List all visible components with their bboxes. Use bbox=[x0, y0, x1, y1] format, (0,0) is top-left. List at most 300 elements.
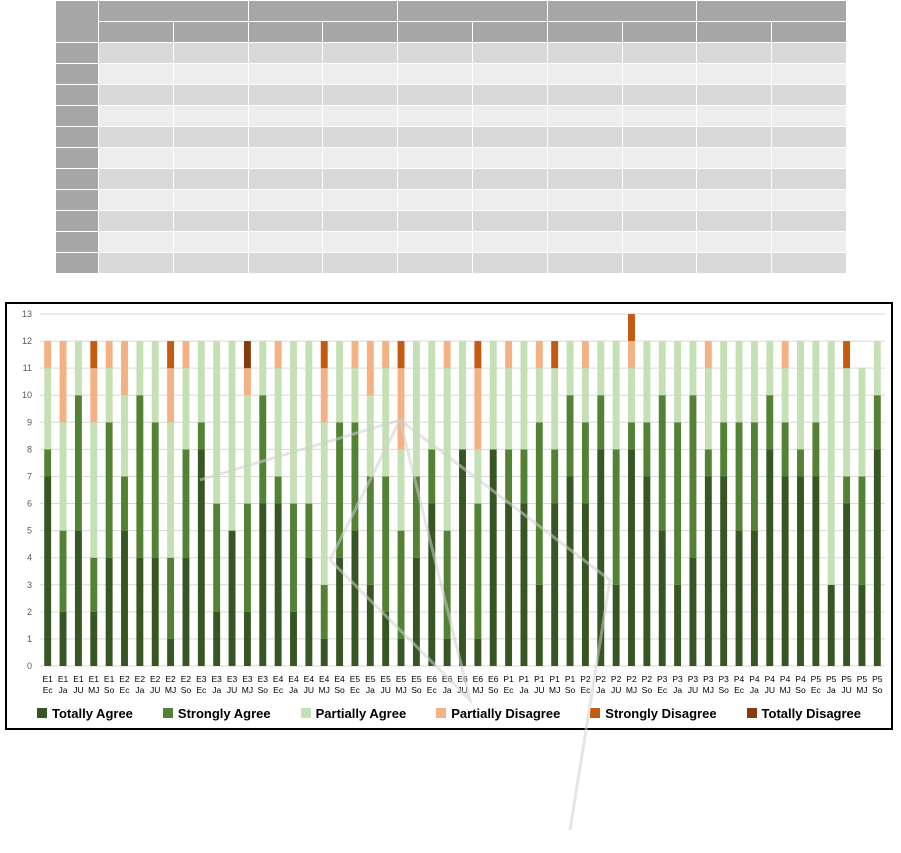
bar-segment bbox=[812, 341, 819, 422]
bar-segment bbox=[336, 341, 343, 422]
bar-segment bbox=[305, 504, 312, 558]
x-tick-label: E2 bbox=[180, 674, 192, 684]
bar-segment bbox=[167, 558, 174, 639]
x-tick-label: E3 bbox=[242, 674, 253, 684]
bar-segment bbox=[244, 341, 251, 368]
legend-swatch bbox=[301, 708, 311, 718]
table-cell bbox=[772, 232, 847, 253]
bar-segment bbox=[613, 449, 620, 584]
table-cell bbox=[697, 148, 772, 169]
table-row-header bbox=[56, 211, 99, 232]
table-cell bbox=[323, 253, 398, 274]
table-cell bbox=[173, 43, 248, 64]
bar-segment bbox=[60, 612, 67, 666]
table-cell bbox=[472, 127, 547, 148]
x-tick-label: MJ bbox=[164, 685, 177, 695]
x-tick-label: E6 bbox=[488, 674, 499, 684]
table-row-header bbox=[56, 232, 99, 253]
bar-segment bbox=[75, 341, 82, 395]
bar-segment bbox=[874, 341, 881, 395]
x-tick-label: E3 bbox=[196, 674, 207, 684]
table-cell bbox=[173, 106, 248, 127]
bar-segment bbox=[444, 341, 451, 368]
x-tick-label: So bbox=[795, 685, 806, 695]
bar-segment bbox=[367, 395, 374, 476]
x-tick-label: E1 bbox=[42, 674, 53, 684]
table-cell bbox=[173, 85, 248, 106]
bar-segment bbox=[413, 476, 420, 557]
table-cell bbox=[622, 106, 697, 127]
bar-segment bbox=[275, 341, 282, 368]
x-tick-label: P3 bbox=[718, 674, 729, 684]
legend-label: Totally Agree bbox=[52, 705, 133, 721]
bar-segment bbox=[182, 449, 189, 557]
y-tick-label: 3 bbox=[26, 579, 32, 590]
table-cell bbox=[99, 169, 174, 190]
table-cell bbox=[248, 85, 323, 106]
bar-segment bbox=[44, 449, 51, 476]
bar-segment bbox=[505, 368, 512, 449]
x-tick-label: JU bbox=[73, 685, 84, 695]
table-row-header bbox=[56, 43, 99, 64]
bars bbox=[44, 314, 881, 666]
x-tick-label: So bbox=[564, 685, 576, 695]
bar-segment bbox=[782, 422, 789, 476]
x-tick-label: Ec bbox=[196, 685, 207, 695]
legend bbox=[37, 703, 891, 723]
bar-segment bbox=[44, 476, 51, 666]
x-tick-label: So bbox=[180, 685, 192, 695]
x-tick-label: P5 bbox=[826, 674, 837, 684]
x-tick-label: MJ bbox=[472, 685, 484, 695]
bar-segment bbox=[167, 368, 174, 422]
x-tick-label: JU bbox=[226, 685, 238, 695]
table-cell bbox=[547, 253, 622, 274]
x-tick-label: JU bbox=[687, 685, 699, 695]
table-cell bbox=[547, 190, 622, 211]
x-tick-label: E1 bbox=[88, 674, 99, 684]
table-cell bbox=[248, 232, 323, 253]
bar-segment bbox=[106, 341, 113, 368]
bar-segment bbox=[398, 449, 405, 530]
table-cell bbox=[472, 169, 547, 190]
table-cell bbox=[99, 64, 174, 85]
bar-segment bbox=[536, 368, 543, 422]
x-tick-label: MJ bbox=[395, 685, 407, 695]
bar-segment bbox=[428, 341, 435, 449]
table-group-header bbox=[697, 1, 847, 22]
bar-segment bbox=[259, 504, 266, 666]
bar-segment bbox=[75, 395, 82, 530]
legend-swatch bbox=[436, 708, 446, 718]
x-tick-label: E3 bbox=[211, 674, 222, 684]
x-tick-label: E2 bbox=[134, 674, 146, 684]
x-tick-label: E3 bbox=[226, 674, 238, 684]
table-cell bbox=[323, 85, 398, 106]
bar-segment bbox=[198, 449, 205, 666]
table-cell bbox=[547, 64, 622, 85]
x-tick-label: E6 bbox=[441, 674, 453, 684]
x-tick-label: P4 bbox=[779, 674, 791, 684]
x-tick-label: JU bbox=[764, 685, 775, 695]
table-cell bbox=[173, 232, 248, 253]
bar-segment bbox=[505, 341, 512, 368]
bar-segment bbox=[628, 341, 635, 368]
bar-segment bbox=[597, 341, 604, 395]
x-tick-label: MJ bbox=[549, 685, 561, 695]
x-tick-label: E5 bbox=[349, 674, 361, 684]
x-tick-label: P3 bbox=[703, 674, 714, 684]
x-tick-label: Ja bbox=[519, 685, 529, 695]
y-tick-label: 10 bbox=[21, 390, 32, 401]
x-tick-label: E6 bbox=[472, 674, 484, 684]
bar-segment bbox=[213, 341, 220, 503]
table-cell bbox=[99, 106, 174, 127]
x-tick-label: JU bbox=[610, 685, 622, 695]
bar-segment bbox=[474, 639, 481, 666]
bar-segment bbox=[689, 558, 696, 666]
x-tick-label: P3 bbox=[687, 674, 699, 684]
bar-segment bbox=[720, 422, 727, 476]
bar-segment bbox=[674, 341, 681, 422]
bar-segment bbox=[367, 476, 374, 584]
bar-segment bbox=[613, 341, 620, 449]
table-cell bbox=[622, 148, 697, 169]
table-cell bbox=[697, 211, 772, 232]
table-cell bbox=[99, 232, 174, 253]
x-tick-label: P1 bbox=[518, 674, 530, 684]
bar-segment bbox=[367, 341, 374, 395]
bar-segment bbox=[244, 612, 251, 666]
table-cell bbox=[697, 232, 772, 253]
bar-segment bbox=[474, 504, 481, 639]
bar-segment bbox=[290, 341, 297, 503]
x-tick-label: So bbox=[718, 685, 729, 695]
chart-frame bbox=[5, 302, 893, 730]
x-tick-label: Ja bbox=[135, 685, 145, 695]
bar-segment bbox=[259, 395, 266, 503]
x-tick-label: E5 bbox=[365, 674, 376, 684]
bar-segment bbox=[336, 558, 343, 666]
table-cell bbox=[622, 127, 697, 148]
table-sub-header bbox=[547, 22, 622, 43]
bar-segment bbox=[812, 476, 819, 666]
x-tick-label: JU bbox=[150, 685, 161, 695]
table-cell bbox=[772, 106, 847, 127]
bar-segment bbox=[398, 341, 405, 368]
bar-segment bbox=[689, 341, 696, 395]
x-tick-label: E2 bbox=[119, 674, 130, 684]
x-tick-label: E5 bbox=[411, 674, 422, 684]
bar-segment bbox=[858, 585, 865, 666]
x-tick-label: JU bbox=[841, 685, 852, 695]
bar-segment bbox=[582, 368, 589, 422]
bar-segment bbox=[229, 531, 236, 666]
bar-segment bbox=[121, 476, 128, 530]
bar-segment bbox=[136, 395, 143, 557]
table-cell bbox=[398, 169, 473, 190]
table-group-header bbox=[99, 1, 249, 22]
bar-segment bbox=[874, 449, 881, 666]
bar-segment bbox=[167, 639, 174, 666]
table-cell bbox=[398, 106, 473, 127]
bar-segment bbox=[275, 504, 282, 666]
x-tick-label: MJ bbox=[241, 685, 254, 695]
x-tick-label: E1 bbox=[103, 674, 115, 684]
x-tick-label: P5 bbox=[856, 674, 868, 684]
data-table bbox=[55, 0, 847, 274]
bar-segment bbox=[736, 341, 743, 422]
table-cell bbox=[547, 106, 622, 127]
x-tick-label: MJ bbox=[88, 685, 100, 695]
legend-label: Partially Agree bbox=[315, 705, 407, 721]
bar-segment bbox=[490, 449, 497, 666]
bar-segment bbox=[351, 531, 358, 666]
table-group-header bbox=[547, 1, 697, 22]
table-cell bbox=[398, 232, 473, 253]
table-row-header bbox=[56, 64, 99, 85]
table-sub-header bbox=[772, 22, 847, 43]
bar-segment bbox=[413, 341, 420, 476]
legend-swatch bbox=[37, 708, 47, 718]
table-cell bbox=[323, 43, 398, 64]
y-axis-ticks bbox=[22, 309, 32, 671]
table-cell bbox=[173, 169, 248, 190]
x-tick-label: P2 bbox=[610, 674, 622, 684]
bar-segment bbox=[536, 585, 543, 666]
table-cell bbox=[472, 253, 547, 274]
table-sub-header bbox=[398, 22, 473, 43]
table-cell bbox=[173, 253, 248, 274]
x-tick-label: Ec bbox=[426, 685, 437, 695]
table-cell bbox=[472, 148, 547, 169]
table-cell bbox=[697, 169, 772, 190]
table-row bbox=[56, 85, 847, 106]
x-tick-label: P5 bbox=[841, 674, 852, 684]
table-cell bbox=[398, 253, 473, 274]
x-tick-label: JU bbox=[303, 685, 315, 695]
bar-segment bbox=[398, 531, 405, 639]
x-tick-label: MJ bbox=[318, 685, 330, 695]
bar-segment bbox=[674, 585, 681, 666]
x-tick-label: JU bbox=[380, 685, 391, 695]
bar-segment bbox=[244, 368, 251, 395]
x-tick-label: P5 bbox=[872, 674, 883, 684]
table-cell bbox=[697, 64, 772, 85]
bar-segment bbox=[751, 422, 758, 530]
x-tick-label: P1 bbox=[564, 674, 576, 684]
bar-segment bbox=[536, 422, 543, 584]
y-tick-label: 11 bbox=[22, 363, 32, 374]
x-tick-label: Ec bbox=[42, 685, 53, 695]
bar-segment bbox=[152, 341, 159, 422]
bar-segment bbox=[474, 341, 481, 368]
x-tick-label: P1 bbox=[534, 674, 545, 684]
bar-segment bbox=[689, 395, 696, 557]
table-cell bbox=[772, 190, 847, 211]
bar-segment bbox=[244, 504, 251, 612]
legend-item bbox=[436, 706, 560, 721]
bar-segment bbox=[551, 368, 558, 449]
table-cell bbox=[472, 211, 547, 232]
y-tick-label: 9 bbox=[26, 417, 32, 428]
bar-segment bbox=[843, 341, 850, 368]
bar-segment bbox=[121, 395, 128, 476]
x-tick-label: E5 bbox=[395, 674, 407, 684]
bar-segment bbox=[290, 504, 297, 612]
bar-segment bbox=[321, 368, 328, 422]
bar-segment bbox=[520, 449, 527, 503]
bar-segment bbox=[828, 341, 835, 585]
x-tick-label: E1 bbox=[73, 674, 84, 684]
legend-label: Strongly Agree bbox=[177, 705, 271, 721]
table-cell bbox=[99, 148, 174, 169]
bar-segment bbox=[659, 395, 666, 530]
table-cell bbox=[472, 43, 547, 64]
bar-segment bbox=[459, 341, 466, 449]
table-sub-header bbox=[173, 22, 248, 43]
bar-segment bbox=[659, 341, 666, 395]
table-cell bbox=[173, 148, 248, 169]
bar-segment bbox=[167, 422, 174, 557]
bar-segment bbox=[720, 341, 727, 422]
bar-segment bbox=[182, 341, 189, 368]
x-tick-label: E2 bbox=[165, 674, 176, 684]
bar-segment bbox=[520, 341, 527, 449]
table-cell bbox=[772, 169, 847, 190]
x-tick-label: So bbox=[411, 685, 422, 695]
bar-segment bbox=[858, 368, 865, 476]
bar-segment bbox=[782, 476, 789, 666]
x-tick-label: P1 bbox=[549, 674, 560, 684]
legend-label: Totally Disagree bbox=[761, 705, 862, 721]
bar-segment bbox=[782, 341, 789, 368]
table-cell bbox=[323, 169, 398, 190]
table-cell bbox=[622, 211, 697, 232]
x-tick-label: JU bbox=[534, 685, 545, 695]
bar-segment bbox=[567, 341, 574, 395]
bar-segment bbox=[490, 341, 497, 449]
bar-segment bbox=[106, 368, 113, 422]
table-cell bbox=[547, 127, 622, 148]
table-row bbox=[56, 253, 847, 274]
bar-segment bbox=[382, 341, 389, 368]
x-tick-label: Ja bbox=[749, 685, 759, 695]
x-tick-label: P4 bbox=[733, 674, 745, 684]
bar-segment bbox=[182, 558, 189, 666]
bar-segment bbox=[536, 341, 543, 368]
table-cell bbox=[173, 190, 248, 211]
bar-segment bbox=[812, 422, 819, 476]
x-tick-label: E4 bbox=[334, 674, 345, 684]
x-tick-label: Ec bbox=[580, 685, 591, 695]
table-row bbox=[56, 43, 847, 64]
x-tick-label: Ec bbox=[273, 685, 284, 695]
legend-item bbox=[590, 706, 716, 721]
x-tick-label: E4 bbox=[303, 674, 315, 684]
table-cell bbox=[472, 190, 547, 211]
legend-item bbox=[301, 706, 407, 721]
table-cell bbox=[398, 190, 473, 211]
bar-segment bbox=[152, 422, 159, 557]
bar-segment bbox=[275, 368, 282, 476]
table-cell bbox=[547, 43, 622, 64]
table-cell bbox=[248, 190, 323, 211]
bar-segment bbox=[567, 395, 574, 476]
bar-segment bbox=[182, 368, 189, 449]
table-cell bbox=[398, 85, 473, 106]
bar-segment bbox=[351, 368, 358, 422]
table-cell bbox=[697, 190, 772, 211]
bar-segment bbox=[551, 449, 558, 503]
bar-segment bbox=[428, 449, 435, 503]
table-cell bbox=[772, 43, 847, 64]
bar-segment bbox=[413, 558, 420, 666]
table-row-header bbox=[56, 190, 99, 211]
table-cell bbox=[622, 85, 697, 106]
y-tick-label: 7 bbox=[26, 471, 32, 482]
table-cell bbox=[248, 148, 323, 169]
table-row-header bbox=[56, 127, 99, 148]
bar-segment bbox=[843, 476, 850, 503]
legend-label: Strongly Disagree bbox=[605, 705, 717, 721]
y-tick-label: 4 bbox=[26, 552, 32, 563]
bar-segment bbox=[858, 476, 865, 584]
table-cell bbox=[547, 85, 622, 106]
table-cell bbox=[173, 64, 248, 85]
table-cell bbox=[697, 253, 772, 274]
x-tick-label: So bbox=[641, 685, 653, 695]
legend-item bbox=[747, 706, 861, 721]
bar-segment bbox=[90, 341, 97, 368]
table-sub-header bbox=[697, 22, 772, 43]
bar-segment bbox=[213, 504, 220, 612]
bar-segment bbox=[628, 449, 635, 666]
bar-segment bbox=[136, 341, 143, 395]
table-cell bbox=[323, 232, 398, 253]
legend-swatch bbox=[163, 708, 173, 718]
bar-segment bbox=[751, 531, 758, 666]
table-cell bbox=[622, 253, 697, 274]
x-axis-ticks bbox=[42, 674, 882, 695]
bar-segment bbox=[797, 449, 804, 476]
table-cell bbox=[323, 127, 398, 148]
bar-segment bbox=[874, 395, 881, 449]
x-tick-label: So bbox=[872, 685, 883, 695]
table-cell bbox=[398, 148, 473, 169]
table-cell bbox=[472, 106, 547, 127]
bar-segment bbox=[290, 612, 297, 666]
table-cell bbox=[248, 127, 323, 148]
table-cell bbox=[772, 85, 847, 106]
bar-segment bbox=[428, 504, 435, 666]
bar-segment bbox=[551, 504, 558, 666]
table-cell bbox=[772, 211, 847, 232]
bar-segment bbox=[597, 449, 604, 666]
bar-segment bbox=[567, 476, 574, 666]
x-tick-label: Ec bbox=[810, 685, 821, 695]
y-tick-label: 2 bbox=[26, 606, 32, 617]
bar-segment bbox=[444, 639, 451, 666]
bar-segment bbox=[60, 422, 67, 530]
bar-segment bbox=[44, 368, 51, 449]
table-row-header bbox=[56, 148, 99, 169]
bar-segment bbox=[766, 341, 773, 395]
bar-segment bbox=[321, 341, 328, 368]
table-cell bbox=[398, 127, 473, 148]
x-tick-label: E1 bbox=[57, 674, 69, 684]
bar-segment bbox=[705, 449, 712, 476]
